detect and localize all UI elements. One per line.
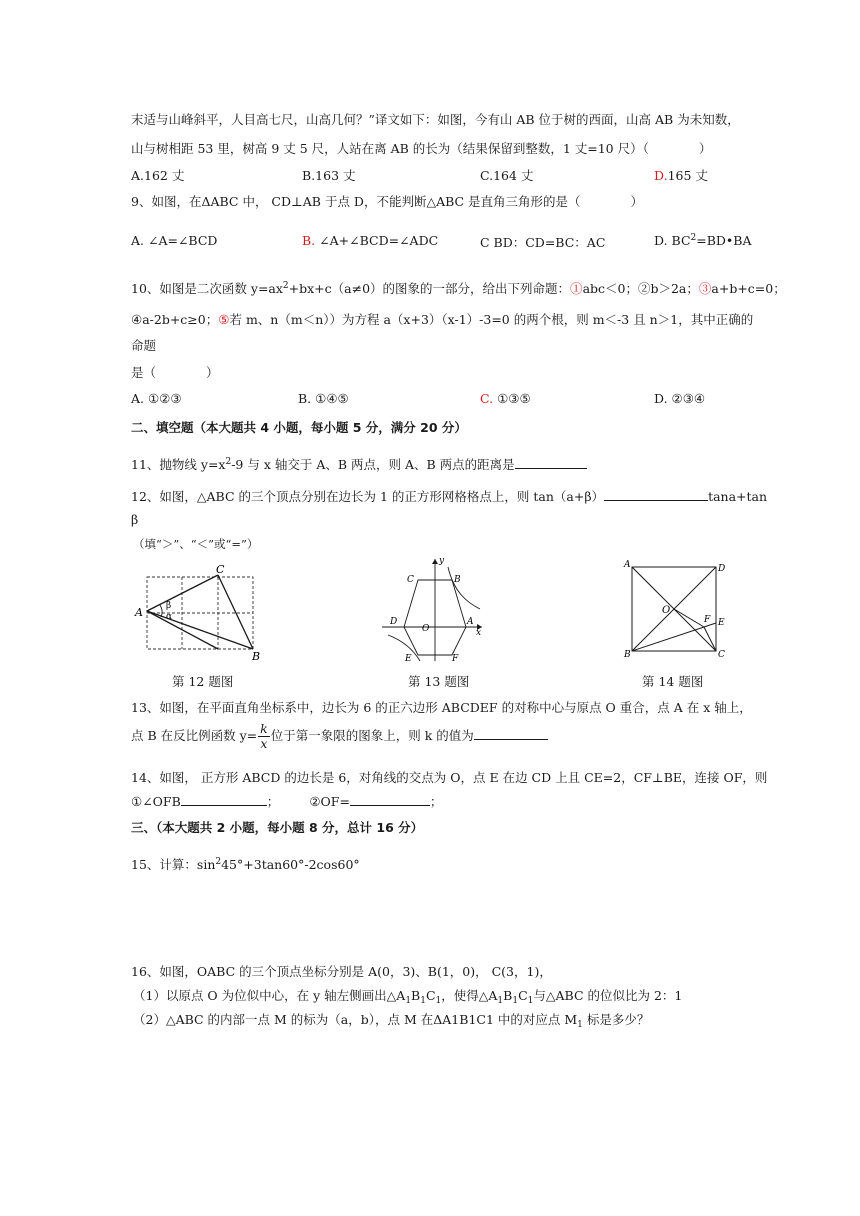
q8-option-b[interactable]: B.163 丈	[302, 168, 356, 183]
fig14-label-f: F	[704, 615, 711, 625]
q10-line4: 是（ ）	[131, 365, 219, 380]
q10-option-a[interactable]: A. ①②③	[131, 391, 182, 406]
q11-answer-blank[interactable]	[515, 456, 587, 469]
fig14-label-e: E	[718, 618, 725, 628]
fig14-caption: 第 14 题图	[642, 674, 704, 689]
fig12-label-b: B	[252, 650, 261, 663]
q9-option-b[interactable]: B. ∠A+∠BCD=∠ADC	[302, 233, 439, 248]
fig12-label-beta: β	[166, 601, 172, 611]
q8-line2: 山与树相距 53 里，树高 9 丈 5 尺，人站在离 AB 的长为（结果保留到整数，1 丈=10 尺）（ ）	[131, 141, 712, 156]
q9-option-d[interactable]: D. $BC^2=BD•BA$	[654, 233, 752, 248]
fig13-caption: 第 13 题图	[408, 674, 470, 689]
q9-stem: 9、如图，在ΔABC 中， CD⊥AB 于点 D，不能判断△ABC 是直角三角形的是（ ）	[131, 194, 644, 209]
q12-answer-blank[interactable]	[604, 488, 708, 501]
q9-option-c[interactable]: C BD：CD=BC：AC	[480, 235, 606, 250]
q10-option-c[interactable]: C. ①③⑤	[480, 391, 531, 406]
q14-answer-blank-2[interactable]	[350, 793, 430, 806]
q14-answer-blank-1[interactable]	[181, 793, 267, 806]
q13-line1: 13、如图，在平面直角坐标系中，边长为 6 的正六边形 ABCDEF 的对称中心与原点 O 重合，点 A 在 x 轴上，	[131, 700, 752, 715]
q13-line2: 点 B 在反比例函数 y= $\frac{k}{x}$ 位于第一象限的图象上，则 k 的值为	[131, 722, 548, 751]
q12-line2: β	[131, 512, 139, 527]
q16-line3: （2）△ABC 的内部一点 M 的标为（a，b），点 M 在ΔA1B1C1 中的对应点 $M_1$ 标是多少？	[133, 1012, 650, 1030]
q13-answer-blank[interactable]	[474, 727, 548, 740]
fig13-label-o: O	[422, 624, 430, 634]
fig13-label-d: D	[390, 617, 398, 627]
section-3-heading: 三、（本大题共 2 小题，每小题 8 分，总计 16 分）	[131, 820, 424, 835]
q14-line1: 14、如图， 正方形 ABCD 的边长是 6，对角线的交点为 O，点 E 在边 CD 上且 CE=2，CF⊥BE，连接 OF，则	[131, 770, 768, 785]
fig13-label-a: A	[467, 617, 474, 627]
q10-line2: ④a-2b+c≥0；⑤若 m、n（m＜n））为方程 a（x+3）（x-1）-3=0 的两个根，则 m＜-3 且 n＞1，其中正确的	[131, 312, 754, 327]
fig14-label-d: D	[718, 564, 726, 574]
q10-option-d[interactable]: D. ②③④	[654, 391, 706, 406]
fig14-label-a: A	[624, 560, 631, 570]
figure-14	[622, 558, 730, 662]
section-2-heading: 二、填空题（本大题共 4 小题，每小题 5 分，满分 20 分）	[131, 420, 467, 435]
q16-line1: 16、如图，OABC 的三个顶点坐标分别是 A(0，3)、B(1，0)， C(3，1)，	[131, 964, 552, 979]
fig12-label-a: A	[135, 606, 143, 619]
q13-fraction: $\frac{k}{x}$	[260, 721, 268, 751]
q9-option-a[interactable]: A. ∠A=∠BCD	[131, 233, 218, 248]
figure-12	[132, 563, 270, 663]
fig12-caption: 第 12 题图	[172, 674, 234, 689]
figure-13	[380, 553, 490, 665]
fig13-label-y: y	[439, 556, 445, 566]
fig14-label-b: B	[624, 650, 631, 660]
fig13-label-f: F	[452, 654, 459, 664]
fig14-label-o: O	[662, 605, 671, 616]
fig13-label-x: x	[476, 628, 482, 638]
fig13-label-e: E	[405, 654, 412, 664]
q16-line2: （1）以原点 O 为位似中心，在 y 轴左侧画出$\triangle A_1B_1C_1$，使得$\triangle A_1B_1C_1$与△ABC 的位似比为 2：1	[133, 988, 683, 1006]
q8-line1: 末适与山峰斜平，人目高七尺，山高几何？”译文如下：如图，今有山 AB 位于树的西面，山高 AB 为未知数，	[131, 112, 740, 127]
q8-option-a[interactable]: A.162 丈	[131, 168, 185, 183]
fig13-label-c: C	[407, 575, 414, 585]
q14-line2: ①∠OFB ； ②OF= ；	[131, 794, 443, 809]
q8-option-d[interactable]: D.165 丈	[654, 168, 708, 183]
q12-line1: 12、如图，△ABC 的三个顶点分别在边长为 1 的正方形网格格点上，则 tan（a+β） tana+tan	[131, 489, 768, 504]
fig14-label-c: C	[718, 650, 725, 660]
q11-line: 11、抛物线 $y=x^2-9$ 与 x 轴交于 A、B 两点，则 A、B 两点的距离是	[131, 455, 587, 473]
fig12-label-c: C	[216, 563, 225, 576]
fig12-label-alpha: α	[166, 612, 173, 622]
q8-option-c[interactable]: C.164 丈	[480, 168, 534, 183]
q15-line: 15、计算：$\sin^245^\circ+3\tan 60^\circ-2\cos 60^\circ$	[131, 857, 360, 872]
q10-option-b[interactable]: B. ①④⑤	[298, 391, 349, 406]
q12-hint: （填“＞”、“＜”或“=”）	[133, 537, 259, 551]
q10-line1: 10、如图是二次函数 $y=ax^2+bx+c(a\ne 0)$的图象的一部分，给出下列命题：①abc＜0；②b＞2a；③a+b+c=0；	[131, 281, 786, 296]
fig13-label-b: B	[454, 575, 461, 585]
q10-line3: 命题	[131, 338, 157, 353]
